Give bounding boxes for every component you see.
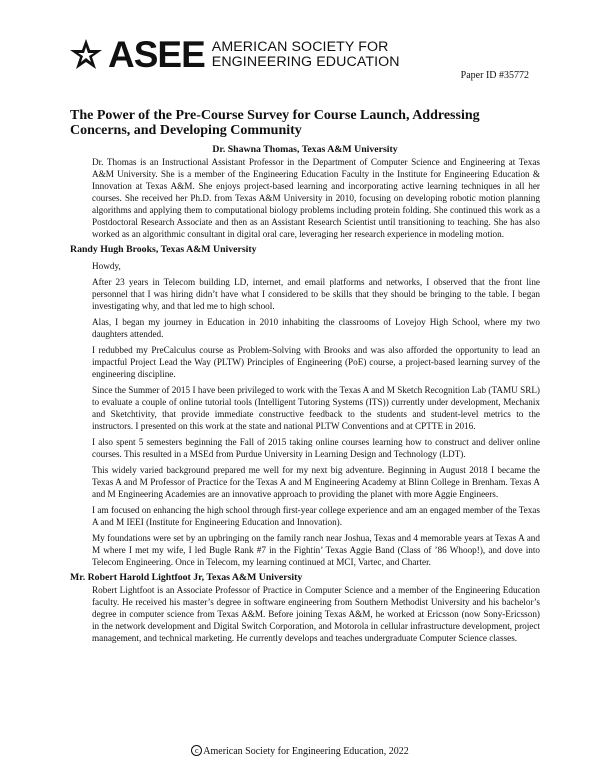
bio-paragraph: Howdy, [92, 261, 121, 271]
logo-wordmark: ASEE [108, 34, 205, 75]
copyright-footer [0, 745, 600, 757]
bio-paragraph: I am focused on enhancing the high school through first-year college experience and am an engaged member of the Texas A and M IEEI (Institute for Engineering Education and Innovation). [92, 505, 540, 527]
paper-id: Paper ID #35772 [460, 70, 529, 81]
author-bio-3 [70, 584, 540, 644]
author-name-2: Randy Hugh Brooks, Texas A&M University [70, 244, 257, 255]
logo-line-1: AMERICAN SOCIETY FOR [211, 39, 389, 55]
bio-paragraph: I also spent 5 semesters beginning the Fall of 2015 taking online courses learning how to construct and deliver online courses. This resulted in a MSEd from Purdue University in Learning Design and Technology (LDT). [92, 437, 540, 459]
bio-paragraph: This widely varied background prepared me well for my next big adventure. Beginning in August 2018 I became the Texas A and M Professor of Practice for the Texas A and M Engineering Academy at Blinn College in Brenham. Texas A and M Engineering Academies are an innovative approach to providing the planet with more Aggie Engineers. [92, 465, 540, 499]
author-name-3: Mr. Robert Harold Lightfoot Jr, Texas A&M University [70, 572, 303, 583]
asee-star-icon [66, 38, 106, 72]
asee-logo [66, 34, 400, 75]
bio-paragraph: Robert Lightfoot is an Associate Professor of Practice in Computer Science and a member of the Engineering Education faculty. He received his master’s degree in software engineering from Southern Methodist University and his bachelor’s degree in computer science from Texas A&M. Before joining Texas A&M, he worked at Ericsson (now Sony-Ericsson) in the network development and Digital Switch Corporation, and Motorola in cellular infrastructure development, project management, and technical marketing. He currently develops and teaches undergraduate Computer Science classes. [92, 585, 540, 643]
bio-paragraph: I redubbed my PreCalculus course as Problem-Solving with Brooks and was also afforded the opportunity to lead an impactful Project Lead the Way (PLTW) Principles of Engineering (PoE) course, a project-based learning survey of the engineering discipline. [92, 345, 540, 379]
author-bios [70, 144, 540, 648]
bio-paragraph: My foundations were set by an upbringing on the family ranch near Joshua, Texas and 4 memorable years at Texas A and M where I met my wife, I led Bugle Rank #7 in the Fightin’ Texas Aggie Band (Class of ’86 Whoop!), and dove into Telecom Engineering. Once in Telecom, my learning continued at MCI, Vartec, and Charter. [92, 533, 540, 567]
author-bio-2 [70, 256, 540, 568]
copyright-icon: c [191, 745, 202, 756]
logo-line-2: ENGINEERING EDUCATION [211, 54, 400, 70]
bio-paragraph: Since the Summer of 2015 I have been privileged to work with the Texas A and M Sketch Recognition Lab (TAMU SRL) to evaluate a couple of online tutorial tools (Intelligent Tutoring Systems (ITS)) currently under development, Mechanix and Sketchtivity, that provide immediate constructive feedback to the students and student-level metrics to the instructors. I presented on this work at the state and national PLTW Conventions and at CPTTE in 2016. [92, 385, 540, 431]
bio-paragraph: Alas, I began my journey in Education in 2010 inhabiting the classrooms of Lovejoy High School, where my two daughters attended. [92, 317, 540, 339]
paper-title: The Power of the Pre-Course Survey for Course Launch, Addressing Concerns, and Developing Community [70, 108, 480, 138]
bio-paragraph: After 23 years in Telecom building LD, internet, and email platforms and networks, I observed that the front line personnel that I was hiring didn’t have what I considered to be skills that they should be bringing to the table. I began investigating why, and that led me to high school. [92, 277, 540, 311]
author-bio-1 [70, 156, 540, 240]
bio-paragraph: Dr. Thomas is an Instructional Assistant Professor in the Department of Computer Science and Engineering at Texas A&M University. She is a member of the Engineering Education Faculty in the Institute for Engineering Education & Innovation at Texas A&M. She enjoys project-based learning and incorporating active learning techniques in all her courses. She received her Ph.D. from Texas A&M University in 2010, focusing on developing robotic motion planning algorithms and applying them to computational biology problems including protein folding. She continued this work as a Postdoctoral Research Associate and then as an Assistant Research Scientist until transitioning to teaching. She has also worked as an algorithmic consultant in digital oral care, leveraging her research experience in modeling motion. [92, 157, 540, 239]
copyright-text: American Society for Engineering Education, 2022 [203, 746, 409, 757]
logo-fullname [212, 40, 400, 70]
author-name-1: Dr. Shawna Thomas, Texas A&M University [212, 144, 398, 155]
